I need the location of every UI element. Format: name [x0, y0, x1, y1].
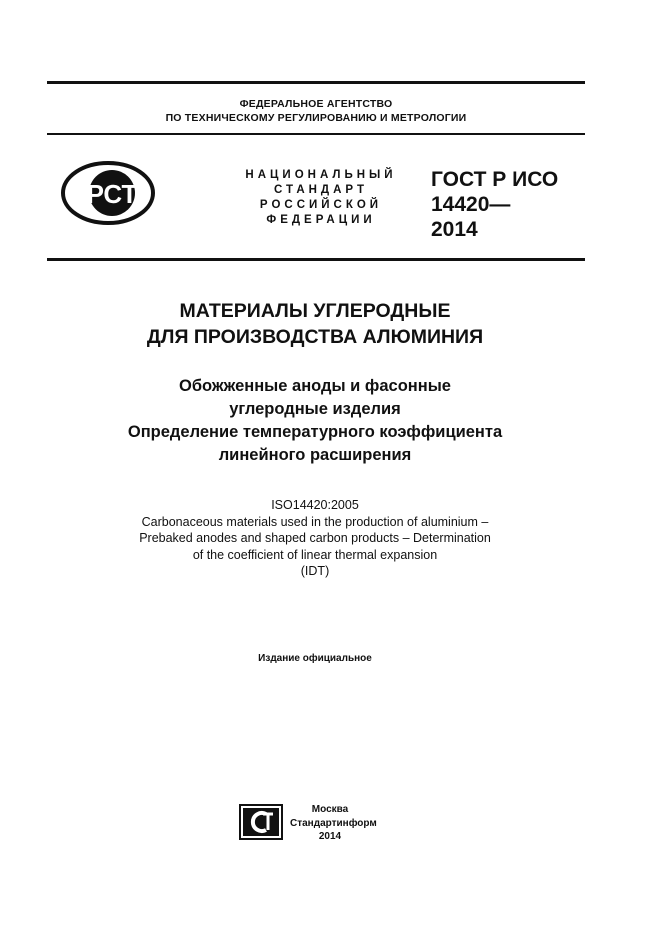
agency-line-1: ФЕДЕРАЛЬНОЕ АГЕНТСТВО	[239, 98, 393, 110]
iso-title-line-2: Prebaked anodes and shaped carbon products – Determination	[139, 531, 491, 545]
top-rule	[47, 81, 585, 84]
title-line-2: ДЛЯ ПРОИЗВОДСТВА АЛЮМИНИЯ	[146, 326, 484, 348]
national-standard-label	[226, 168, 416, 228]
iso-title-line-3: of the coefficient of linear thermal expansion	[192, 547, 438, 562]
iso-reference	[60, 497, 570, 580]
title-line-1: МАТЕРИАЛЫ УГЛЕРОДНЫЕ	[179, 300, 451, 322]
natstd-line-1: НАЦИОНАЛЬНЫЙ	[245, 169, 397, 181]
natstd-line-4: ФЕДЕРАЦИИ	[266, 214, 376, 226]
agency-header	[47, 97, 585, 125]
agency-line-2: ПО ТЕХНИЧЕСКОМУ РЕГУЛИРОВАНИЮ И МЕТРОЛОГИИ	[165, 112, 467, 124]
designation-line-3: 2014	[431, 218, 478, 241]
designation-rule	[47, 258, 585, 261]
subtitle-line-2: углеродные изделия	[229, 400, 401, 418]
edition-label: Издание официальное	[258, 653, 372, 664]
agency-rule	[47, 133, 585, 135]
publisher-name: Стандартинформ	[290, 817, 377, 829]
designation-line-2: 14420—	[431, 193, 511, 216]
standartinform-logo-icon	[239, 804, 283, 840]
rst-emblem-icon	[60, 160, 156, 226]
iso-idt: (IDT)	[300, 564, 330, 578]
publisher-city: Москва	[311, 804, 349, 815]
document-subtitle	[60, 375, 570, 467]
designation-line-1: ГОСТ Р ИСО	[431, 168, 559, 191]
natstd-line-3: РОССИЙСКОЙ	[259, 199, 383, 211]
standard-designation	[431, 167, 581, 242]
publisher-block	[290, 803, 377, 844]
document-title	[60, 298, 570, 350]
rst-emblem-text: РСТ	[86, 179, 138, 209]
iso-ref: ISO14420:2005	[271, 498, 359, 512]
subtitle-line-1: Обожженные аноды и фасонные	[179, 377, 451, 395]
iso-title-line-1: Carbonaceous materials used in the production of aluminium –	[141, 514, 489, 529]
natstd-line-2: СТАНДАРТ	[274, 184, 368, 196]
subtitle-line-3: Определение температурного коэффициента	[127, 423, 503, 441]
subtitle-line-4: линейного расширения	[218, 446, 412, 464]
publisher-year: 2014	[318, 831, 342, 842]
